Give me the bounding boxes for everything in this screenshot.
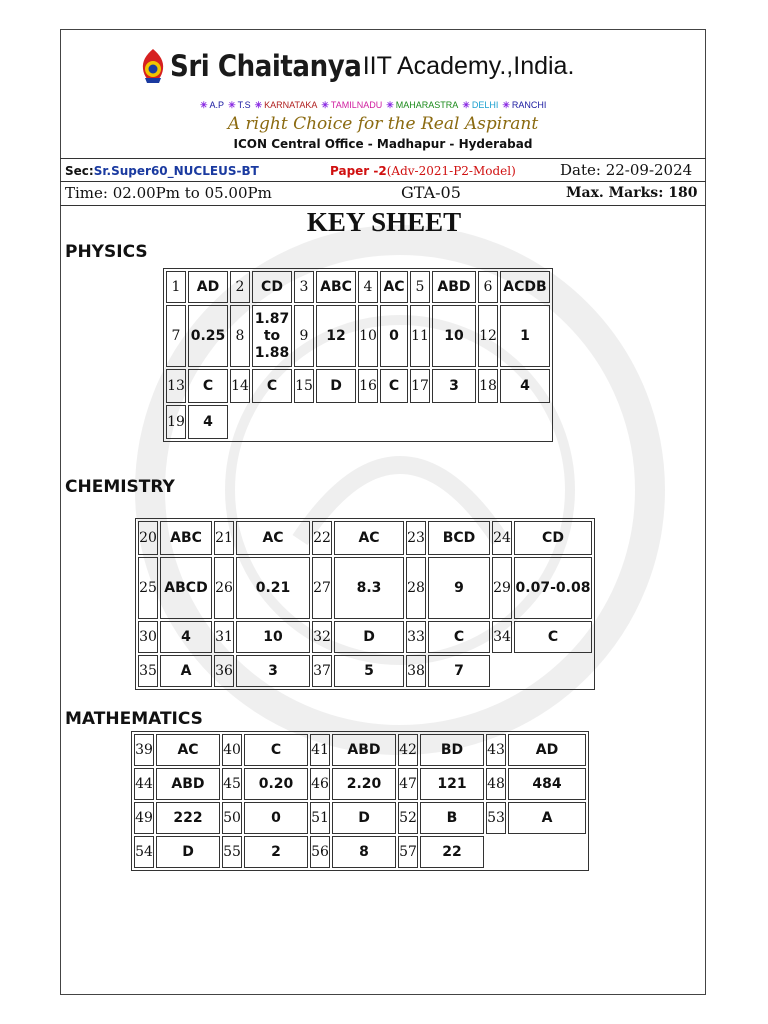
office-address: ICON Central Office - Madhapur - Hyderabad [233, 137, 533, 151]
key-row [138, 621, 592, 653]
state-name: KARNATAKA [264, 100, 318, 110]
section-label: Sec: [65, 164, 94, 178]
answer-key: ABD [332, 734, 396, 766]
answer-key: C [514, 621, 592, 653]
question-number: 33 [406, 621, 426, 653]
answer-key: 3 [432, 369, 476, 403]
question-number: 4 [358, 271, 378, 303]
tagline: A right Choice for the Real Aspirant [227, 114, 539, 134]
answer-key: BD [420, 734, 484, 766]
answer-key: 2 [244, 836, 308, 868]
empty-cell [358, 405, 378, 439]
state-bullet-icon: ✳ [228, 100, 236, 110]
state-name: RANCHI [511, 100, 547, 110]
state-name: T.S [237, 100, 251, 110]
key-row [166, 369, 550, 403]
answer-key: 484 [508, 768, 586, 800]
answer-key: AC [156, 734, 220, 766]
answer-key: ACDB [500, 271, 550, 303]
question-number: 12 [478, 305, 498, 367]
empty-cell [252, 405, 292, 439]
empty-cell [230, 405, 250, 439]
answer-key: C [380, 369, 408, 403]
question-number: 46 [310, 768, 330, 800]
question-number: 30 [138, 621, 158, 653]
answer-key: 4 [160, 621, 212, 653]
answer-key: 12 [316, 305, 356, 367]
question-number: 34 [492, 621, 512, 653]
key-row [138, 655, 592, 687]
question-number: 44 [134, 768, 154, 800]
answer-key: 8 [332, 836, 396, 868]
chemistry-key-table [135, 518, 595, 690]
answer-key: C [188, 369, 228, 403]
header-divider [60, 158, 706, 159]
empty-cell [486, 836, 506, 868]
empty-cell [410, 405, 430, 439]
header [60, 29, 706, 159]
answer-key: CD [514, 521, 592, 555]
answer-key: 7 [428, 655, 490, 687]
answer-key: A [508, 802, 586, 834]
answer-key: 0.25 [188, 305, 228, 367]
state-bullet-icon: ✳ [321, 100, 329, 110]
brand-row [138, 47, 574, 85]
empty-cell [316, 405, 356, 439]
state-bullet-icon: ✳ [386, 100, 394, 110]
question-number: 45 [222, 768, 242, 800]
question-number: 56 [310, 836, 330, 868]
question-number: 35 [138, 655, 158, 687]
key-row [134, 734, 586, 766]
answer-key: D [316, 369, 356, 403]
key-row [138, 521, 592, 555]
question-number: 6 [478, 271, 498, 303]
question-number: 17 [410, 369, 430, 403]
answer-key: 0 [380, 305, 408, 367]
answer-key: 5 [334, 655, 404, 687]
answer-key: 0.07-0.08 [514, 557, 592, 619]
key-row [166, 305, 550, 367]
exam-date: Date: 22-09-2024 [560, 161, 693, 179]
question-number: 7 [166, 305, 186, 367]
answer-key: 0.20 [244, 768, 308, 800]
key-row [166, 271, 550, 303]
state-bullet-icon: ✳ [502, 100, 510, 110]
question-number: 29 [492, 557, 512, 619]
answer-key: 10 [236, 621, 310, 653]
question-number: 53 [486, 802, 506, 834]
state-bullet-icon: ✳ [462, 100, 470, 110]
answer-key: 121 [420, 768, 484, 800]
question-number: 16 [358, 369, 378, 403]
institution-logo-icon [138, 47, 168, 85]
empty-cell [432, 405, 476, 439]
paper-info [330, 164, 516, 178]
question-number: 1 [166, 271, 186, 303]
section-value: Sr.Super60_NUCLEUS-BT [93, 164, 259, 178]
question-number: 55 [222, 836, 242, 868]
question-number: 32 [312, 621, 332, 653]
answer-key: CD [252, 271, 292, 303]
empty-cell [294, 405, 314, 439]
question-number: 38 [406, 655, 426, 687]
question-number: 13 [166, 369, 186, 403]
answer-key: 2.20 [332, 768, 396, 800]
key-row [134, 768, 586, 800]
question-number: 20 [138, 521, 158, 555]
answer-key: C [428, 621, 490, 653]
answer-key: 1.87 to 1.88 [252, 305, 292, 367]
question-number: 15 [294, 369, 314, 403]
question-number: 9 [294, 305, 314, 367]
question-number: 41 [310, 734, 330, 766]
answer-key: 10 [432, 305, 476, 367]
empty-cell [380, 405, 408, 439]
answer-key: 0 [244, 802, 308, 834]
question-number: 42 [398, 734, 418, 766]
answer-key: 8.3 [334, 557, 404, 619]
question-number: 27 [312, 557, 332, 619]
empty-cell [508, 836, 586, 868]
empty-cell [492, 655, 512, 687]
answer-key: 9 [428, 557, 490, 619]
state-name: TAMILNADU [330, 100, 383, 110]
key-sheet-title: KEY SHEET [306, 207, 462, 237]
answer-key: 4 [188, 405, 228, 439]
question-number: 39 [134, 734, 154, 766]
question-number: 24 [492, 521, 512, 555]
answer-key: ABC [160, 521, 212, 555]
answer-key: ABD [156, 768, 220, 800]
physics-heading: PHYSICS [65, 242, 148, 262]
paper-model: (Adv-2021-P2-Model) [386, 164, 516, 178]
state-name: MAHARASTRA [395, 100, 459, 110]
answer-key: C [252, 369, 292, 403]
question-number: 28 [406, 557, 426, 619]
question-number: 8 [230, 305, 250, 367]
question-number: 2 [230, 271, 250, 303]
answer-key: A [160, 655, 212, 687]
question-number: 47 [398, 768, 418, 800]
brand-suffix: IIT Academy.,India. [362, 51, 575, 80]
empty-cell [514, 655, 592, 687]
question-number: 22 [312, 521, 332, 555]
answer-key: BCD [428, 521, 490, 555]
title-divider [60, 205, 706, 206]
answer-key: AC [236, 521, 310, 555]
answer-key: AC [334, 521, 404, 555]
answer-key: AC [380, 271, 408, 303]
answer-key: D [332, 802, 396, 834]
question-number: 52 [398, 802, 418, 834]
answer-key: AD [508, 734, 586, 766]
question-number: 10 [358, 305, 378, 367]
meta-divider [60, 181, 706, 182]
answer-key: 22 [420, 836, 484, 868]
question-number: 57 [398, 836, 418, 868]
question-number: 31 [214, 621, 234, 653]
mathematics-heading: MATHEMATICS [65, 709, 203, 729]
question-number: 11 [410, 305, 430, 367]
paper-label: Paper -2 [330, 164, 387, 178]
question-number: 14 [230, 369, 250, 403]
exam-name: GTA-05 [401, 183, 461, 202]
answer-key: D [156, 836, 220, 868]
answer-key: ABCD [160, 557, 212, 619]
question-number: 40 [222, 734, 242, 766]
question-number: 19 [166, 405, 186, 439]
question-number: 54 [134, 836, 154, 868]
state-list [200, 100, 550, 111]
question-number: 43 [486, 734, 506, 766]
key-row [138, 557, 592, 619]
question-number: 21 [214, 521, 234, 555]
answer-key: 3 [236, 655, 310, 687]
question-number: 23 [406, 521, 426, 555]
answer-key: 4 [500, 369, 550, 403]
answer-key: 0.21 [236, 557, 310, 619]
question-number: 5 [410, 271, 430, 303]
key-row [134, 836, 586, 868]
empty-cell [500, 405, 550, 439]
question-number: 26 [214, 557, 234, 619]
question-number: 36 [214, 655, 234, 687]
max-marks: Max. Marks: 180 [566, 185, 698, 201]
state-bullet-icon: ✳ [254, 100, 263, 110]
brand-name: Sri Chaitanya [170, 49, 362, 83]
chemistry-heading: CHEMISTRY [65, 477, 175, 497]
question-number: 25 [138, 557, 158, 619]
section-info [65, 164, 259, 178]
empty-cell [478, 405, 498, 439]
state-bullet-icon: ✳ [200, 100, 208, 110]
key-row [166, 405, 550, 439]
physics-key-table [163, 268, 553, 442]
state-name: A.P [209, 100, 225, 110]
question-number: 48 [486, 768, 506, 800]
question-number: 3 [294, 271, 314, 303]
question-number: 50 [222, 802, 242, 834]
key-row [134, 802, 586, 834]
answer-key: 1 [500, 305, 550, 367]
answer-key: 222 [156, 802, 220, 834]
question-number: 49 [134, 802, 154, 834]
question-number: 51 [310, 802, 330, 834]
mathematics-key-table [131, 731, 589, 871]
answer-key: AD [188, 271, 228, 303]
state-name: DELHI [471, 100, 499, 110]
question-number: 37 [312, 655, 332, 687]
answer-key: ABC [316, 271, 356, 303]
question-number: 18 [478, 369, 498, 403]
exam-time: Time: 02.00Pm to 05.00Pm [65, 184, 272, 202]
answer-key: D [334, 621, 404, 653]
answer-key: C [244, 734, 308, 766]
answer-key: ABD [432, 271, 476, 303]
answer-key: B [420, 802, 484, 834]
